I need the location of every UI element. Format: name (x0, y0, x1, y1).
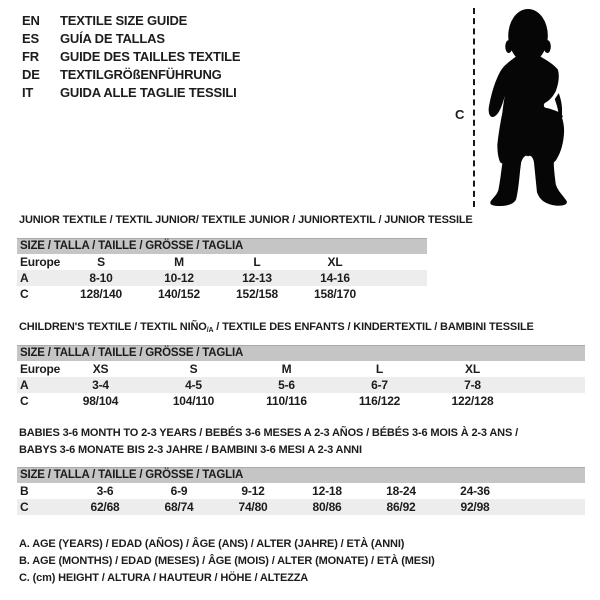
babies-size-table (17, 467, 585, 515)
spacer-cell (374, 286, 427, 302)
table-row (17, 286, 427, 302)
row-label: C (17, 499, 68, 515)
table-cell: S (189, 361, 198, 376)
size-header-bar: SIZE / TALLA / TAILLE / GRÖSSE / TAGLIA (17, 239, 427, 254)
table-cell: 140/152 (158, 286, 200, 301)
table-cell: M (174, 254, 184, 269)
table-cell: 14-16 (296, 270, 374, 286)
height-measure-dashed-line (473, 8, 475, 207)
table-cell: 4-5 (147, 377, 240, 393)
language-header (22, 12, 240, 102)
table-cell: 6-9 (170, 483, 188, 498)
row-label: B (20, 483, 29, 498)
baby-silhouette-image (487, 6, 579, 208)
spacer-cell (374, 254, 427, 270)
row-label: C (20, 393, 29, 408)
height-measure-label: C (455, 107, 465, 122)
language-code: DE (22, 67, 40, 82)
size-header-bar: SIZE / TALLA / TAILLE / GRÖSSE / TAGLIA (17, 468, 585, 483)
table-cell: 62/68 (68, 499, 142, 515)
language-code: FR (22, 49, 39, 64)
table-row (17, 361, 585, 377)
table-cell: XL (465, 361, 480, 376)
table-cell: 24-36 (460, 483, 490, 498)
language-row-es (22, 30, 240, 48)
language-row-it (22, 84, 240, 102)
footnote-c: C. (cm) HEIGHT / ALTURA / HAUTEUR / HÖHE / ALTEZZA (19, 572, 309, 584)
table-cell: 104/110 (172, 393, 215, 408)
table-cell: L (253, 254, 261, 269)
language-row-en (22, 12, 240, 30)
row-label: A (17, 270, 62, 286)
guide-title-de: TEXTILGRÖßENFÜHRUNG (60, 67, 222, 82)
footnotes (19, 536, 435, 587)
spacer-cell (512, 483, 585, 499)
language-code: EN (22, 13, 40, 28)
spacer-cell (374, 270, 427, 286)
children-title-prefix: CHILDREN'S TEXTILE / TEXTIL NIÑO (19, 321, 207, 333)
size-header-bar: SIZE / TALLA / TAILLE / GRÖSSE / TAGLIA (17, 346, 585, 361)
junior-section-title: JUNIOR TEXTILE / TEXTIL JUNIOR/ TEXTILE JUNIOR / JUNIORTEXTIL / JUNIOR TESSILE (19, 214, 473, 226)
table-cell: 68/74 (142, 499, 216, 515)
guide-title-fr: GUIDE DES TAILLES TEXTILE (60, 49, 241, 64)
table-cell: 158/170 (314, 286, 356, 301)
babies-section-title (19, 425, 518, 459)
table-cell: M (281, 361, 292, 376)
table-cell: L (375, 361, 384, 376)
footnote-a: A. AGE (YEARS) / EDAD (AÑOS) / ÂGE (ANS) / ALTER (JAHRE) / ETÀ (ANNI) (19, 538, 405, 550)
guide-title-es: GUÍA DE TALLAS (60, 31, 165, 46)
spacer-cell (519, 361, 585, 377)
table-cell: 122/128 (451, 393, 494, 408)
table-cell: 128/140 (80, 286, 122, 301)
table-cell: 92/98 (438, 499, 512, 515)
row-label: A (17, 377, 54, 393)
table-row (17, 393, 585, 409)
table-cell: 3-6 (96, 483, 114, 498)
table-cell: XS (92, 361, 109, 376)
table-cell: 9-12 (241, 483, 265, 498)
guide-title-en: TEXTILE SIZE GUIDE (60, 13, 188, 28)
spacer-cell (519, 377, 585, 393)
table-row (17, 483, 585, 499)
guide-title-it: GUIDA ALLE TAGLIE TESSILI (60, 85, 237, 100)
babies-title-line-2: BABYS 3-6 MONATE BIS 2-3 JAHRE / BAMBINI 3-6 MESI A 2-3 ANNI (19, 444, 362, 456)
table-row (17, 254, 427, 270)
language-code: IT (22, 85, 34, 100)
language-row-fr (22, 48, 240, 66)
table-row (17, 270, 427, 286)
babies-title-line-1: BABIES 3-6 MONTH TO 2-3 YEARS / BEBÉS 3-6 MESES A 2-3 AÑOS / BÉBÉS 3-6 MOIS À 2-3 ANS / (19, 427, 518, 439)
children-title-suffix: / TEXTILE DES ENFANTS / KINDERTEXTIL / BAMBINI TESSILE (213, 321, 534, 333)
table-cell: 74/80 (216, 499, 290, 515)
table-cell: 12-18 (312, 483, 342, 498)
junior-size-table (17, 238, 427, 302)
table-row (17, 377, 585, 393)
table-cell: 7-8 (426, 377, 519, 393)
table-cell: 98/104 (82, 393, 119, 408)
table-cell: 152/158 (236, 286, 278, 301)
table-cell: 5-6 (240, 377, 333, 393)
footnote-b: B. AGE (MONTHS) / EDAD (MESES) / ÂGE (MOIS) / ALTER (MONATE) / ETÀ (MESI) (19, 555, 435, 567)
table-cell: XL (327, 254, 343, 269)
language-code: ES (22, 31, 39, 46)
table-cell: 12-13 (218, 270, 296, 286)
table-row (17, 499, 585, 515)
row-label: Europe (20, 361, 61, 376)
spacer-cell (512, 499, 585, 515)
table-cell: 116/122 (358, 393, 401, 408)
table-cell: 18-24 (386, 483, 416, 498)
row-label: C (20, 286, 29, 301)
children-size-table (17, 345, 585, 409)
spacer-cell (519, 393, 585, 409)
row-label: Europe (20, 254, 61, 269)
table-cell: 80/86 (290, 499, 364, 515)
table-cell: 10-12 (140, 270, 218, 286)
table-cell: 110/116 (266, 393, 307, 408)
children-title-subscript: /A (206, 327, 214, 334)
table-cell: 3-4 (54, 377, 147, 393)
table-cell: 86/92 (364, 499, 438, 515)
children-section-title (19, 321, 534, 335)
language-row-de (22, 66, 240, 84)
table-cell: 6-7 (333, 377, 426, 393)
table-cell: S (97, 254, 105, 269)
table-cell: 8-10 (62, 270, 140, 286)
